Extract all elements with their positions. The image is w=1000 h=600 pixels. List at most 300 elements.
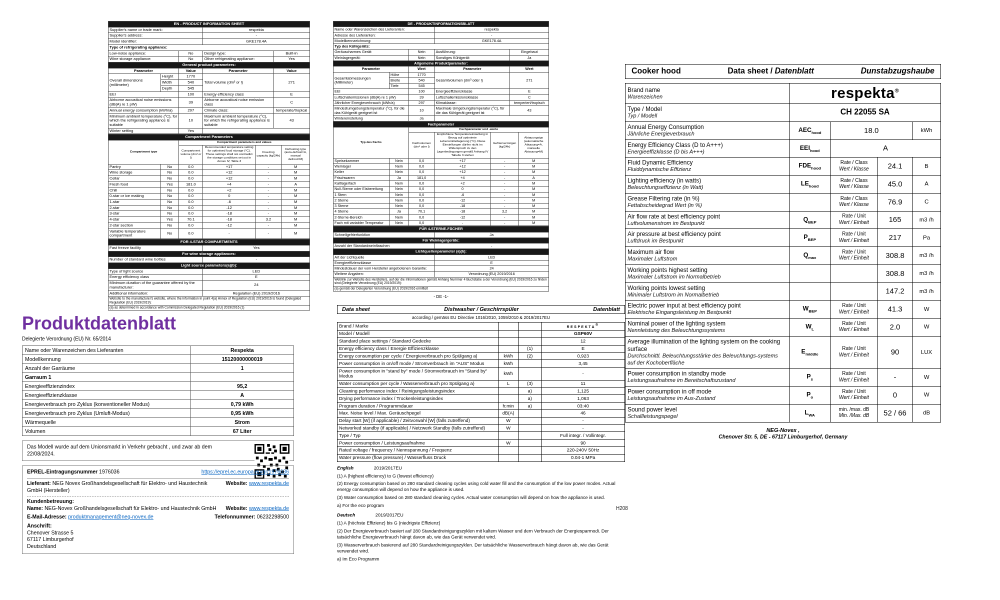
label-english: Electric power input at best efficiency point: [627, 302, 741, 310]
compartment-volume: 0.0: [179, 170, 203, 176]
dim-value: 1770: [409, 72, 435, 78]
de-sheet-wine-heading: Für Weinlagergeräte:: [333, 238, 549, 244]
de-sheet-general-heading: Allgemeine Produktparameter:: [333, 61, 549, 67]
spec-unit: W: [912, 318, 940, 336]
spec-footnote-ref: [518, 425, 541, 432]
spec-footnote-ref: (2): [518, 352, 541, 359]
de-sheet-4star-heading: FÜR 4-STERNE-FÄCHER: [333, 226, 549, 232]
dishwasher-table-host: [337, 322, 625, 462]
de-sheet-compartment-table: [333, 122, 549, 227]
compartment-temp: -: [203, 229, 255, 239]
spec-footnote-ref: a): [518, 402, 541, 409]
label-english: Sound power level: [627, 405, 677, 413]
spec-value: Full integr. / Vollintegr.: [541, 432, 624, 439]
field-label: Minimum ambient temperature (°C), for which the refrigerating appliance is suitable: [109, 113, 178, 127]
data-row: [22, 346, 294, 355]
title-center-italic: Datenblatt: [774, 67, 814, 76]
market-note-box: [22, 441, 294, 462]
spec-label: Networked standby (if applicable) / Netzwerk Standby (falls zutreffend): [337, 425, 498, 432]
label-english: Type / Model: [627, 105, 662, 113]
footnote-line: (3) Water consumption based on 280 standard cleaning cycles. Actual water consumption will depend on how the appliance is used.: [337, 495, 605, 501]
parameter-label: [625, 283, 789, 301]
data-row: [22, 427, 294, 436]
compartment-freezing: -: [491, 169, 519, 175]
dishwasher-table: [337, 322, 625, 462]
de-sheet-comp-heading: Fachparameter: [333, 122, 549, 128]
compartment-present: No: [161, 193, 179, 199]
compartment-present: Nein: [389, 186, 408, 192]
guarantee-value: 24: [435, 266, 549, 272]
col-header-freezing: Freezing capacity (kg/24h): [255, 145, 281, 164]
page-title: Produktdatenblatt: [22, 313, 177, 334]
spec-label: Max. Noise level / Max. Geräuschpegel: [337, 410, 498, 417]
spec-row: [625, 386, 941, 404]
parameter-label: [625, 386, 789, 404]
field-value: -: [203, 33, 310, 39]
compartment-defrost: M: [282, 193, 310, 199]
spec-row: [625, 193, 941, 211]
compartment-volume: 70,1: [409, 209, 435, 215]
cooker-hood-title-bar: [625, 64, 941, 79]
compartment-present: No: [161, 223, 179, 229]
spec-unit: Pa: [912, 229, 940, 247]
compartment-defrost: M: [282, 188, 310, 194]
compartment-defrost: M: [282, 205, 310, 211]
cooker-hood-title-left: Cooker hood: [631, 67, 681, 76]
footnote-regulation: (a) as determined in accordance with Commission Delegated Regulation (EU) 2019/2016 (1): [108, 305, 310, 310]
compartment-name: Null-Sterne oder Eisbereitung: [333, 186, 389, 192]
compartment-volume: 0.0: [179, 164, 203, 170]
compartment-temp: -18: [203, 211, 255, 217]
website2-label: Website:: [225, 505, 248, 512]
compartment-volume: 0,0: [409, 158, 435, 164]
en-sheet-general-heading: General product parameters:: [108, 62, 310, 68]
symbol-cell: $LE_{hood}$: [789, 175, 830, 193]
rate-label-en: Rate / Unit: [842, 346, 866, 352]
spec-label: Energy efficiency class / Energie Effizienzklasse: [337, 345, 498, 352]
website-label: Website:: [225, 480, 248, 487]
symbol-cell: $W_L$: [789, 318, 830, 336]
compartment-temp: +12: [435, 164, 491, 170]
compartment-defrost: M: [282, 223, 310, 229]
email-link[interactable]: produktmanagement@neg-novex.de: [68, 514, 154, 521]
phone-label: Telefonnummer:: [214, 514, 256, 521]
spec-row: [625, 157, 941, 175]
compartment-freezing: 3,2: [491, 209, 519, 215]
dim-value: 545: [409, 83, 435, 89]
compartment-name: Fresh food: [108, 182, 160, 188]
footnote-list-de: [337, 521, 625, 563]
dishwasher-title-left: Data sheet: [342, 306, 370, 313]
field-label: Annual energy consumption (kWh/a): [108, 108, 179, 114]
divider: [27, 478, 289, 479]
dimensions-label: Gesamtabmessungen (Millimeter): [333, 72, 389, 89]
compartment-temp: -6: [203, 199, 255, 205]
address-line-2: 67117 Limburgerhof: [27, 536, 74, 543]
compartment-present: Nein: [389, 164, 408, 170]
website-link[interactable]: www.respekta.de: [249, 480, 289, 487]
footnote-line: (1) A (höchste Effizienz) bis G (niedrigste Effizienz): [337, 520, 441, 526]
page-number-de: - DE -1-: [433, 293, 449, 299]
parameter-label: [625, 193, 789, 211]
compartment-defrost: M: [282, 164, 310, 170]
footnote-list-en: [337, 473, 625, 509]
compartment-freezing: -: [491, 192, 519, 198]
eprel-number: [27, 469, 120, 476]
rate-label-de: Min. /Max. dB: [838, 413, 870, 419]
compartment-freezing: -: [255, 182, 281, 188]
compartment-volume: 0.0: [179, 188, 203, 194]
data-row: [22, 409, 294, 418]
label-german: Durchschnittl. Beleuchtungsstärke des Beleuchtungs-systems auf der Kochoberfläche: [627, 352, 778, 366]
spec-value: 90: [541, 439, 624, 446]
compartment-temp: +12: [203, 176, 255, 182]
symbol-cell: $W_{BEP}$: [789, 300, 830, 318]
field-label: Geräuscharmes Gerät:: [333, 49, 408, 55]
compartment-volume: 0,0: [409, 215, 435, 221]
spec-row: [625, 283, 941, 301]
spec-row: [337, 360, 625, 367]
field-label: Design type:: [203, 51, 274, 57]
field-label: Luftschallemissionsklasse: [435, 95, 510, 101]
compartment-present: Yes: [161, 217, 179, 223]
compartment-defrost: M: [519, 209, 549, 215]
col-header-temperature: Empfohlene Temperatureinstellung in Bezug auf optimierte Lebensmittellagerung (°C). Diese Einstellungen dürfen nicht im Widerspruch zu den Lagerbedingungen gemäß Anhang IV Tabelle 3 stehen: [435, 132, 491, 158]
care-name-value: NEG-Novex Großhandelsgesellschaft für Elektro- und Haustechnik GmbH: [44, 505, 217, 512]
field-value: 297: [409, 100, 435, 106]
spec-unit: [498, 345, 518, 352]
spec-unit: W: [912, 300, 940, 318]
spec-unit: [498, 330, 518, 337]
field-label: Energieeffizienzklasse: [435, 89, 510, 95]
print-code: H208: [616, 506, 628, 512]
label-english: Working points highest setting: [627, 266, 708, 274]
compartment-name: 4 Sterne: [333, 209, 389, 215]
spec-label: Cleaning performance index / Reinigungsleistungsindex: [337, 387, 498, 394]
compartment-name: Keller: [333, 169, 389, 175]
dishwasher-title-center: Dishwasher / Geschirrspüler: [444, 306, 519, 313]
row-label: Energieverbrauch pro Zyklus (Umluft-Modus): [22, 409, 190, 418]
compartment-freezing: -: [255, 229, 281, 239]
spec-unit: [498, 447, 518, 454]
compartment-defrost: A: [282, 182, 310, 188]
regulation-subtitle: Delegierte Verordnung (EU) Nr. 65/2014: [22, 336, 111, 342]
compartment-row: [333, 220, 549, 226]
supplier-label: Lieferant:: [27, 480, 51, 487]
doc-product-info-sheet-de: [333, 21, 549, 307]
rate-class-cell: [830, 336, 877, 368]
additional-info-label: Additional information:: [108, 291, 203, 297]
de-sheet-bottom-table: [333, 226, 549, 291]
spec-value: 41.3: [878, 300, 913, 318]
field-value: Nein: [409, 55, 435, 61]
spec-value: 308.8: [878, 265, 913, 283]
compartment-row: [108, 229, 310, 239]
care-name-text: [27, 505, 216, 512]
en-sheet-light-heading: Light source parameters(a)(b):: [108, 263, 310, 269]
spec-row: [337, 417, 625, 424]
spec-row: [625, 318, 941, 336]
compartment-temp: -6: [435, 192, 491, 198]
spec-footnote-ref: a): [518, 395, 541, 402]
light-param-value: E: [203, 274, 310, 280]
spec-value: 11: [541, 380, 624, 387]
rate-class-cell: [830, 283, 877, 301]
compartment-name: Cellar: [108, 176, 160, 182]
rate-class-cell: [830, 300, 877, 318]
spec-unit: A: [912, 175, 940, 193]
compartment-volume: 0,0: [409, 169, 435, 175]
compartment-volume: 0,0: [409, 198, 435, 204]
spec-unit: W: [912, 386, 940, 404]
dim-value: 1770: [179, 74, 203, 80]
label-german: Maximaler Luftstrom im Normalbetrieb: [627, 273, 721, 280]
label-german: Typ / Modell: [627, 113, 658, 119]
compartment-name: Frischwaren: [333, 175, 389, 181]
spec-value: 18.0: [830, 122, 912, 140]
compartment-name: Wine storage: [108, 170, 160, 176]
guarantee-value: 24: [203, 280, 310, 290]
row-value: A: [191, 391, 294, 400]
field-value: Nein: [409, 49, 435, 55]
compartment-volume: 0.0: [179, 199, 203, 205]
spec-label: Rated voltage / frequency / Nennspannung / Frequenz: [337, 447, 498, 454]
spec-label: Power consumption in on/off mode / Stromverbrauch im "AUS" Modus: [337, 360, 498, 367]
spec-value: 12: [541, 338, 624, 345]
volume-label: Total volume (dm³ or l): [203, 74, 274, 92]
row-label: Name oder Warenzeichen des Lieferanten: [22, 346, 190, 355]
symbol-cell: [789, 283, 830, 301]
spec-label: Delay start [W] (if applicable) / Zeitvorwahl [W] (falls zutreffend): [337, 417, 498, 424]
field-label: EEI: [333, 89, 408, 95]
spec-unit: [498, 432, 518, 439]
spec-value: 45.0: [878, 175, 913, 193]
symbol-cell: $AEC_{hood}$: [789, 122, 830, 140]
compartment-freezing: -: [255, 176, 281, 182]
col-header-temperature: Recommended temperature setting for optimised food storage (°C). These settings shall not contradict the storage conditions set out in Annex IV, Table 3: [204, 145, 254, 163]
field-label: Maximum ambient temperature (°C), for which the refrigerating appliance is suitable: [203, 114, 274, 129]
compartment-volume: 0,0: [409, 186, 435, 192]
data-row: [22, 382, 294, 391]
footnote-line: a) For the eco program: [337, 503, 384, 509]
parameter-label: [625, 247, 789, 265]
en-sheet-title: EN - PRODUCT INFORMATION SHEET: [108, 21, 310, 27]
rate-label-de: Wert / Einheit: [839, 309, 869, 315]
spec-value: 52 / 66: [878, 404, 913, 422]
spec-footnote-ref: [518, 439, 541, 446]
field-label: Other refrigerating appliance:: [203, 56, 274, 62]
field-label: Climate class:: [203, 108, 274, 114]
brand-name: respekta: [566, 323, 596, 329]
spec-label: Water consumption per cycle / Wasserverbrauch pro Spülgang a): [337, 380, 498, 387]
fast-freeze-value: Yes: [203, 245, 310, 251]
parameter-label: [625, 104, 789, 122]
spec-unit: [498, 338, 518, 345]
supplier-text: [27, 480, 221, 494]
doc-produktdatenblatt: [22, 311, 294, 600]
field-value: GKE178.4A: [203, 39, 310, 45]
spec-row: [337, 432, 625, 439]
spec-unit: [498, 395, 518, 402]
dishwasher-title-right: Datenblatt: [593, 306, 620, 313]
spec-label: Power consumption in "stand by" mode / Stromverbrauch im "Stand by" Modus: [337, 367, 498, 380]
compartment-temp: -12: [435, 198, 491, 204]
light-param-value: LED: [435, 255, 549, 261]
compartment-volume: 0,0: [409, 220, 435, 226]
row-label: Anzahl der Garräume: [22, 364, 190, 373]
row-value: 0,95 kWh: [191, 409, 294, 418]
field-label: Klimaklasse:: [435, 100, 510, 106]
compartment-defrost: M: [519, 158, 549, 164]
field-label: Maximale Umgebungstemperatur (°C), für die das Kühlgerät geeignet ist: [435, 106, 510, 116]
rate-label-en: Rate / Unit: [842, 320, 866, 327]
eprel-value: 1976036: [99, 469, 120, 476]
compartment-freezing: -: [255, 193, 281, 199]
spec-value: 76.9: [878, 193, 913, 211]
label-german: Warenzeichen: [627, 93, 663, 100]
compartment-freezing: -: [255, 164, 281, 170]
comp-values-header: Compartment parameters and values: [179, 140, 310, 145]
compartment-present: Nein: [389, 215, 408, 221]
dashed-divider: [27, 496, 289, 497]
compartment-present: Nein: [389, 169, 408, 175]
rate-class-cell: [830, 229, 877, 247]
compartment-defrost: M: [282, 229, 310, 239]
spec-value: 147.2: [878, 283, 913, 301]
parameter-label: [625, 175, 789, 193]
field-value: C: [273, 97, 309, 107]
dim-value: 540: [409, 78, 435, 84]
compartment-present: Yes: [161, 182, 179, 188]
website2-link[interactable]: www.respekta.de: [249, 505, 289, 512]
label-german: Energieeffizklasse (D bis A+++): [627, 148, 705, 155]
label-english: Working points lowest setting: [627, 284, 706, 292]
field-label: Ausführung:: [435, 49, 510, 55]
fast-freeze-label: Schnellgefrierfunktion: [333, 232, 434, 238]
spec-row: [625, 300, 941, 318]
de-sheet-title: DE - PRODUKTINFORMATIONSBLATT: [333, 21, 549, 27]
field-value: Ja: [510, 55, 549, 61]
compartment-volume: 70.1: [179, 217, 203, 223]
spec-footnote-ref: [518, 330, 541, 337]
symbol-cell: $Q_{max}$: [789, 247, 830, 265]
registered-mark-icon: ®: [894, 88, 900, 94]
compartment-volume: 181,0: [409, 175, 435, 181]
brand-logo: [541, 322, 624, 330]
compartment-defrost: M: [519, 169, 549, 175]
label-german: Fluiddynamische Effizienz: [627, 166, 692, 173]
cooker-hood-table-host: [625, 83, 941, 422]
eprel-link[interactable]: https://eprel.ec.europa.eu/qr/1976036: [201, 469, 289, 476]
spec-value: 1,063: [541, 395, 624, 402]
compartment-freezing: 3.2: [255, 217, 281, 223]
spec-value: 0: [878, 386, 913, 404]
spec-unit: kWh: [498, 360, 518, 367]
field-label: Supplier's address:: [108, 33, 203, 39]
winter-setting-label: Wintereinstellung: [333, 116, 408, 122]
compartment-present: No: [161, 164, 179, 170]
label-english: Grease Filtering rate (in %): [627, 194, 700, 202]
spec-unit: B: [912, 157, 940, 175]
compartment-temp: 0: [435, 186, 491, 192]
spec-footnote-ref: [518, 338, 541, 345]
light-param-label: Art der Lichtquelle: [333, 255, 434, 261]
symbol-cell: $Q_{BEP}$: [789, 211, 830, 229]
symbol-cell: [789, 193, 830, 211]
spec-unit: h:min: [498, 402, 518, 409]
volume-value: 271: [273, 74, 309, 92]
symbol-cell: $FDE_{hood}$: [789, 157, 830, 175]
spec-footnote-ref: [518, 367, 541, 380]
spec-unit: m3 /h: [912, 265, 940, 283]
en-sheet-compartment-table: [108, 134, 310, 239]
comp-type-header: Compartment type: [108, 140, 179, 164]
rate-label-en: Rate / Class: [840, 195, 868, 202]
spec-row: [625, 265, 941, 283]
spec-row: [337, 330, 625, 337]
field-value: E: [273, 92, 309, 98]
fast-freeze-label: Fast freeze facility: [108, 245, 203, 251]
compartment-volume: 0,0: [409, 181, 435, 187]
spec-unit: kWh: [912, 122, 940, 140]
parameter-label: [625, 318, 789, 336]
spec-label: Model / Modell: [337, 330, 498, 337]
eprel-label: EPREL-Eintragungsnummer: [27, 469, 98, 476]
footnotes-german: [337, 513, 625, 563]
compartment-temp: 0: [203, 193, 255, 199]
field-label: Energy efficiency class: [203, 92, 274, 98]
row-value: [191, 373, 294, 382]
footnote-heading-de: Deutsch: [337, 512, 356, 518]
compartment-defrost: M: [519, 220, 549, 226]
field-value: 10: [179, 114, 203, 129]
spec-unit: m3 /h: [912, 211, 940, 229]
rate-class-cell: [830, 318, 877, 336]
spec-value: 2.0: [878, 318, 913, 336]
row-label: Energieeffizienzindex: [22, 382, 190, 391]
footnote-regulation: (a) gemäß der Delegierten Verordnung (EU) 2019/2016 ermittelt: [333, 286, 549, 291]
compartment-name: 2-star section: [108, 223, 160, 229]
light-param-label: Energieeffizienzklasse: [333, 260, 434, 266]
row-value: 95,2: [191, 382, 294, 391]
eprel-row: [27, 469, 289, 476]
en-sheet-wine-heading: For wine storage appliances:: [108, 251, 310, 257]
compartment-present: No: [161, 188, 179, 194]
spec-row: [337, 367, 625, 380]
compartment-volume: 0.0: [179, 193, 203, 199]
winter-setting-value: Yes: [179, 128, 203, 134]
rate-label-en: Rate / Unit: [842, 303, 866, 309]
rate-class-cell: [830, 265, 877, 283]
compartment-defrost: M: [519, 192, 549, 198]
parameter-label: [625, 368, 789, 386]
compartment-defrost: A: [519, 175, 549, 181]
doc-cooker-hood-datasheet: [625, 64, 941, 520]
spec-row: [337, 425, 625, 432]
rate-label-en: Rate / Unit: [842, 249, 866, 255]
rate-label-de: Wert / Einheit: [839, 237, 869, 244]
rate-label-en: Rate / Class: [840, 160, 868, 166]
de-sheet-type-heading: Typ des Kühlgeräts:: [333, 44, 549, 50]
compartment-name: 2-Sterne-Bereich: [333, 215, 389, 221]
spec-unit: LUX: [912, 336, 940, 368]
en-sheet-bottom-table: [108, 239, 310, 311]
spec-unit: C: [912, 193, 940, 211]
dim-value: 540: [179, 80, 203, 86]
field-value: No: [179, 56, 203, 62]
spec-value: -: [541, 367, 624, 380]
footnotes-english: [337, 465, 625, 509]
